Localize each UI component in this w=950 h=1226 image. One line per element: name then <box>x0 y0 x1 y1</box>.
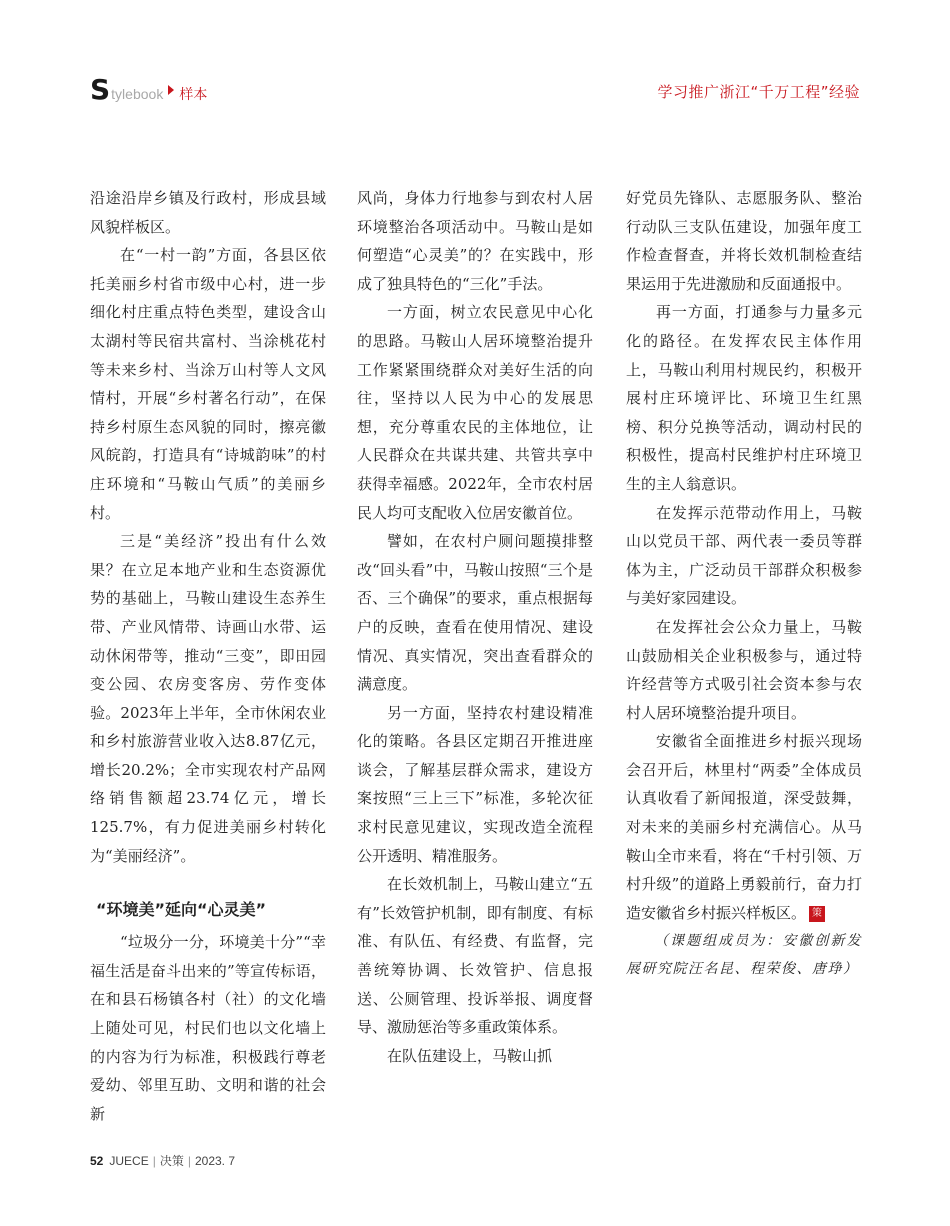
paragraph: 在长效机制上，马鞍山建立“五有”长效管护机制，即有制度、有标准、有队伍、有经费、有监督，完善统筹协调、长效管护、信息报送、公厕管理、投诉举报、调度督导、激励惩治等多重政策体系。 <box>357 875 593 1037</box>
article-column-2 <box>357 184 593 1070</box>
triangle-right-icon <box>168 85 174 95</box>
paragraph-text: 安徽省全面推进乡村振兴现场会召开后，林里村“两委”全体成员认真收看了新闻报道，深受鼓舞，对未来的美丽乡村充满信心。从马鞍山全市来看，将在“千村引领、万村升级”的道路上勇毅前行，奋力打造安徽省乡村振兴样板区。 <box>626 732 862 922</box>
page-number: 52 <box>90 1153 104 1168</box>
logo-wordmark: tylebook <box>111 86 164 102</box>
final-paragraph <box>626 727 862 927</box>
end-of-article-mark: 策 <box>809 906 825 922</box>
magazine-name: JUECE <box>109 1153 149 1168</box>
section-heading: “环境美”延向“心灵美” <box>96 900 267 920</box>
paragraph: 另一方面，坚持农村建设精准化的策略。各县区定期召开推进座谈会，了解基层群众需求，建设方案按照“三上三下”标准，多轮次征求村民意见建议，实现改造全流程公开透明、精准服务。 <box>357 703 593 865</box>
article-column-3 <box>626 184 862 983</box>
paragraph: 在发挥社会公众力量上，马鞍山鼓励相关企业积极参与，通过特许经营等方式吸引社会资本参与农村人居环境整治提升项目。 <box>626 617 862 722</box>
paragraph: 再一方面，打通参与力量多元化的路径。在发挥农民主体作用上，马鞍山利用村规民约，积极开展村庄环境评比、环境卫生红黑榜、积分兑换等活动，调动村民的积极性，提高村民维护村庄环境卫生的主人翁意识。 <box>626 303 862 493</box>
running-title: 学习推广浙江“千万工程”经验 <box>657 83 860 101</box>
stylebook-logo <box>90 73 208 106</box>
paragraph: 好党员先锋队、志愿服务队、整治行动队三支队伍建设，加强年度工作检查督查，并将长效机制检查结果运用于先进激励和反面通报中。 <box>626 189 862 293</box>
paragraph: 风尚，身体力行地参与到农村人居环境整治各项活动中。马鞍山是如何塑造“心灵美”的？在实践中，形成了独具特色的“三化”手法。 <box>357 189 593 293</box>
research-group-credit: （课题组成员为：安徽创新发展研究院汪名昆、程荣俊、唐琤） <box>626 933 862 978</box>
page-header <box>90 73 860 106</box>
paragraph: 三是“美经济”投出有什么效果？在立足本地产业和生态资源优势的基础上，马鞍山建设生态养生带、产业风情带、诗画山水带、运动休闲带等，推动“三变”，即田园变公园、农房变客房、劳作变体验。2023年上半年，全市休闲农业和乡村旅游营业收入达8.87亿元，增长20.2%；全市实现农村产品网络销售额超23.74亿元，增长125.7%，有力促进美丽乡村转化为“美丽经济”。 <box>90 532 326 865</box>
issue-date: 2023. 7 <box>194 1153 236 1168</box>
page-footer <box>90 1152 235 1169</box>
divider: | <box>187 1153 191 1168</box>
logo-initial: S <box>90 73 111 106</box>
paragraph: 一方面，树立农民意见中心化的思路。马鞍山人居环境整治提升工作紧紧围绕群众对美好生活的向往，坚持以人民为中心的发展思想，充分尊重农民的主体地位，让人民群众在共谋共建、共管共享中获得幸福感。2022年，全市农村居民人均可支配收入位居安徽首位。 <box>357 303 593 522</box>
paragraph: 譬如，在农村户厕问题摸排整改“回头看”中，马鞍山按照“三个是否、三个确保”的要求，重点根据每户的反映，查看在使用情况、建设情况、真实情况，突出查看群众的满意度。 <box>357 532 593 694</box>
magazine-name-cn: 决策 <box>159 1154 184 1168</box>
article-column-1 <box>90 184 326 1128</box>
section-label: 样本 <box>179 87 208 103</box>
paragraph: 沿途沿岸乡镇及行政村，形成县域风貌样板区。 <box>90 189 326 236</box>
paragraph: 在发挥示范带动作用上，马鞍山以党员干部、两代表一委员等群体为主，广泛动员干部群众积极参与美好家园建设。 <box>626 503 862 608</box>
paragraph: 在队伍建设上，马鞍山抓 <box>387 1046 553 1065</box>
divider: | <box>152 1153 156 1168</box>
paragraph: “垃圾分一分，环境美十分”“幸福生活是奋斗出来的”等宣传标语，在和县石杨镇各村（社）的文化墙上随处可见，村民们也以文化墙上的内容为行为标准，积极践行尊老爱幼、邻里互助、文明和谐的社会新 <box>90 933 326 1123</box>
paragraph: 在“一村一韵”方面，各县区依托美丽乡村省市级中心村，进一步细化村庄重点特色类型，建设含山太湖村等民宿共富村、当涂桃花村等未来乡村、当涂万山村等人文风情村，开展“乡村著名行动”，在保持乡村原生态风貌的同时，擦亮徽风皖韵，打造具有“诗城韵味”的村庄环境和“马鞍山气质”的美丽乡村。 <box>90 246 326 522</box>
